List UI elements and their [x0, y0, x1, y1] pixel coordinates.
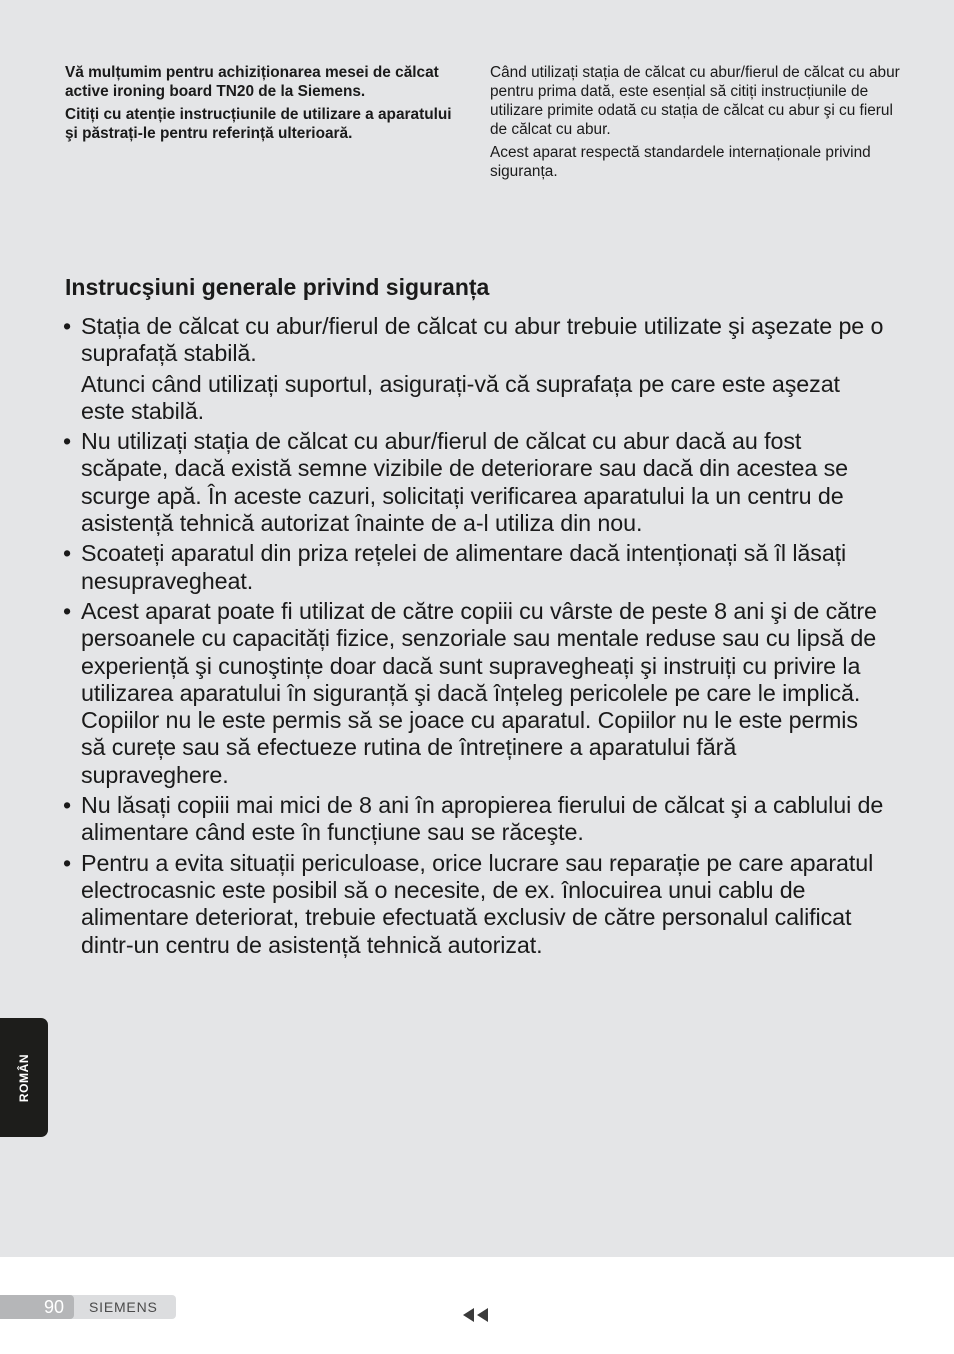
- bullet: •: [63, 540, 72, 567]
- list-item: [65, 792, 887, 847]
- list-item-text: Acest aparat poate fi utilizat de către copiii cu vârste de peste 8 ani şi de către persoanele cu capacități fizice, senzoriale sau mentale reduse sau cu lipsă de experiență şi cunoştințe doar dacă sunt supravegheați şi instruiți cu privire la utilizarea aparatului în siguranță şi dacă înțeleg pericolele pe care le implică. Copiilor nu le este permis să se joace cu aparatul. Copiilor nu le este permis să curețe sau să efectueze rutina de întreținere a aparatului fără supraveghere.: [81, 597, 877, 788]
- page-number: 90: [43, 1297, 64, 1317]
- list-item-text: Scoateți aparatul din priza rețelei de alimentare dacă intenționați să îl lăsați nesupravegheat.: [81, 540, 847, 594]
- list-item: [65, 428, 887, 537]
- intro-right-column: [490, 63, 900, 185]
- bullet: •: [63, 428, 72, 455]
- bullet: •: [63, 849, 72, 876]
- brand-name: SIEMENS: [89, 1299, 158, 1315]
- list-item: [65, 850, 887, 959]
- intro-first-use: Când utilizați stația de călcat cu abur/fierul de călcat cu abur pentru prima dată, este esențial să citiți instrucțiunile de utilizare primite odată cu stația de călcat cu abur şi cu fierul de călcat cu abur.: [490, 64, 900, 138]
- list-item-text: Stația de călcat cu abur/fierul de călcat cu abur trebuie utilizate şi aşezate pe o suprafață stabilă.: [81, 313, 884, 367]
- intro-thanks: Vă mulțumim pentru achiziționarea mesei de călcat active ironing board TN20 de la Siemens.: [65, 64, 439, 100]
- rewind-arrows-icon[interactable]: [462, 1307, 490, 1325]
- safety-instructions-list: [65, 313, 887, 962]
- bullet: •: [63, 597, 72, 624]
- language-tab: [0, 1018, 48, 1137]
- list-item: [65, 313, 887, 425]
- list-item: [65, 540, 887, 595]
- section-title: Instrucşiuni generale privind siguranța: [65, 274, 490, 300]
- list-item-text: Nu utilizați stația de călcat cu abur/fierul de călcat cu abur dacă au fost scăpate, dacă există semne vizibile de deteriorare sau dacă din acestea se scurge apă. În aceste cazuri, solicitați verificarea aparatului la un centru de asistență tehnică autorizat înainte de a-l utiliza din nou.: [81, 428, 849, 537]
- list-item-text: Pentru a evita situații periculoase, orice lucrare sau reparație pe care aparatul electrocasnic este posibil să o necesite, de ex. înlocuirea unui cablu de alimentare deteriorat, trebuie efectuată exclusiv de către personalul calificat dintr-un centru de asistență tehnică autorizat.: [81, 849, 874, 958]
- bullet: •: [63, 313, 72, 339]
- bullet: •: [63, 792, 72, 819]
- intro-standards: Acest aparat respectă standardele internaționale privind siguranța.: [490, 144, 871, 180]
- list-item-text: Atunci când utilizați suportul, asigurați-vă că suprafața pe care este aşezat este stabilă.: [81, 370, 840, 424]
- list-item-text: Nu lăsați copiii mai mici de 8 ani în apropierea fierului de călcat şi a cablului de alimentare când este în funcțiune sau se răceşte.: [81, 792, 884, 846]
- page-number-box: [0, 1295, 74, 1319]
- list-item: [65, 598, 887, 789]
- intro-read-carefully: Citiți cu atenție instrucțiunile de utilizare a aparatului şi păstrați-le pentru referință ulterioară.: [65, 106, 452, 142]
- language-tab-label: ROMÂN: [17, 1053, 31, 1103]
- intro-left-column: [65, 63, 465, 147]
